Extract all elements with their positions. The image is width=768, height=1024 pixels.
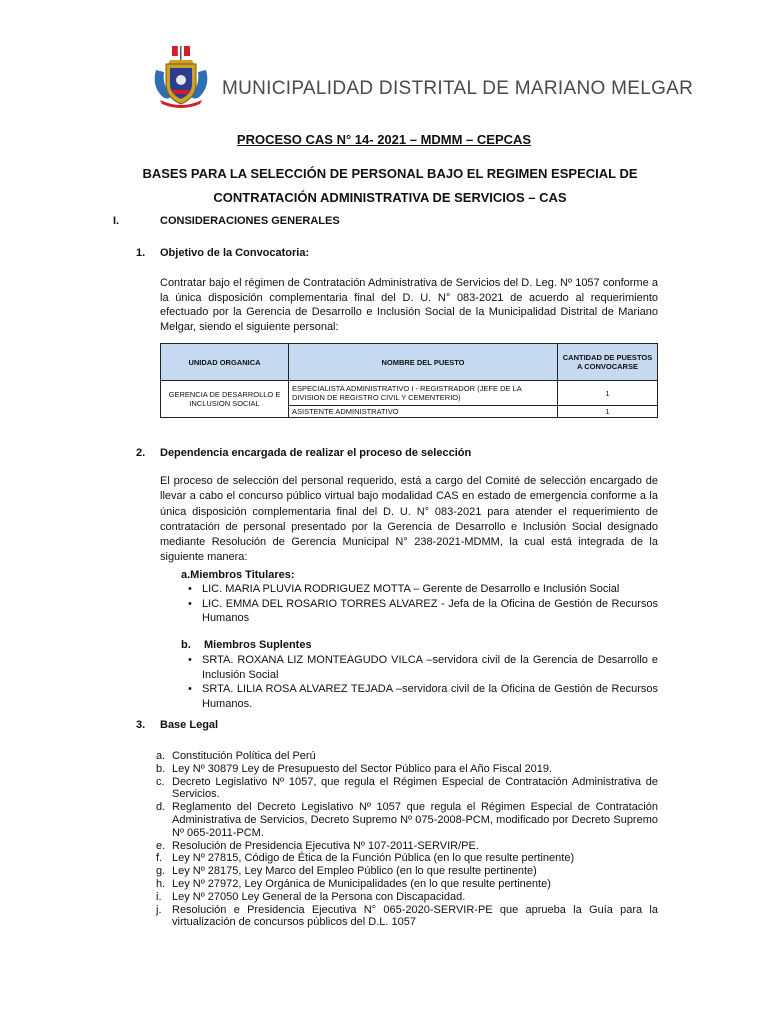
- list-item: [188, 682, 658, 711]
- header-unit: UNIDAD ORGANICA: [161, 344, 289, 381]
- list-item-text: Constitución Política del Perú: [172, 750, 316, 762]
- table-row: [161, 381, 658, 406]
- table-cell-quantity: 1: [558, 406, 658, 418]
- list-letter: a.: [156, 750, 166, 762]
- municipal-crest-logo: [152, 46, 210, 108]
- suplentes-title: Miembros Suplentes: [204, 639, 312, 651]
- list-item: [156, 840, 658, 853]
- titulares-title: a.Miembros Titulares:: [181, 569, 295, 581]
- list-item: [188, 582, 658, 597]
- list-item: [156, 763, 658, 776]
- list-item-text: Decreto Legislativo Nº 1057, que regula el Régimen Especial de Contratación Administrativa de Servicios.: [172, 775, 658, 801]
- list-item-text: Ley Nº 30879 Ley de Presupuesto del Sector Público para el Año Fiscal 2019.: [172, 762, 553, 775]
- list-letter: e.: [156, 839, 166, 852]
- list-letter: b.: [156, 762, 166, 775]
- section-number: I.: [113, 215, 120, 227]
- list-item-text: Resolución e Presidencia Ejecutiva N° 065-2020-SERVIR-PE que aprueba la Guía para la virtualización de concursos públicos del D.L. 1057: [172, 903, 658, 929]
- header-position: NOMBRE DEL PUESTO: [289, 344, 558, 381]
- list-letter: c.: [156, 775, 165, 788]
- bases-title-line-2: CONTRATACIÓN ADMINISTRATIVA DE SERVICIOS – CAS: [213, 190, 567, 205]
- list-letter: f.: [156, 852, 163, 865]
- bases-title-line-1: BASES PARA LA SELECCIÓN DE PERSONAL BAJO EL REGIMEN ESPECIAL DE: [142, 166, 638, 181]
- list-item: [156, 801, 658, 839]
- list-item-text: Ley Nº 28175, Ley Marco del Empleo Público (en lo que resulte pertinente): [172, 865, 537, 878]
- item1-paragraph: Contratar bajo el régimen de Contratación Administrativa de Servicios del D. Leg. Nº 1057 conforme a la única disposición complementaria final del D. U. N° 083-2021 de acuerdo al requerimiento efectuado por la Gerencia de Desarrollo e Inclusión Social de la Municipalidad Distrital de Mariano Melgar, siendo el siguiente personal:: [160, 277, 658, 333]
- legal-basis-list: [156, 750, 658, 929]
- list-letter: h.: [156, 877, 166, 890]
- section-title: CONSIDERACIONES GENERALES: [160, 215, 340, 227]
- positions-table: [160, 343, 658, 418]
- item1-number: 1.: [136, 247, 146, 259]
- table-header-row: [161, 344, 658, 381]
- list-letter: g.: [156, 865, 166, 878]
- item2-paragraph: El proceso de selección del personal requerido, está a cargo del Comité de selección encargado de llevar a cabo el concurso público virtual bajo modalidad CAS en estado de emergencia conforme a la única disposición complementaria final del D. U. N° 083-2021 para atender el requerimiento de contratación de personal presentado por la Gerencia de Desarrollo e Inclusión Social designado mediante Resolución de Gerencia Municipal N° 238-2021-MDMM, la cual está integrada de la siguiente manera:: [160, 475, 658, 564]
- process-title: PROCESO CAS N° 14- 2021 – MDMM – CEPCAS: [236, 132, 532, 147]
- suplentes-label: b.: [181, 639, 191, 651]
- list-letter: i.: [156, 890, 162, 903]
- bullet: •: [188, 654, 192, 666]
- list-item-text: LIC. MARIA PLUVIA RODRIGUEZ MOTTA – Gerente de Desarrollo e Inclusión Social: [202, 583, 620, 595]
- list-item: [156, 750, 658, 763]
- table-cell-position: ESPECIALISTA ADMINISTRATIVO I - REGISTRADOR (JEFE DE LA DIVISION DE REGISTRO CIVIL Y CEMENTERIO): [289, 381, 558, 406]
- list-item: [156, 865, 658, 878]
- list-item-text: Ley Nº 27050 Ley General de la Persona con Discapacidad.: [172, 890, 466, 903]
- bases-title: [130, 162, 650, 210]
- table-cell-quantity: 1: [558, 381, 658, 406]
- list-item-text: Resolución de Presidencia Ejecutiva Nº 107-2011-SERVIR/PE.: [172, 839, 479, 852]
- item2-title: Dependencia encargada de realizar el proceso de selección: [160, 447, 472, 459]
- header-quantity: CANTIDAD DE PUESTOS A CONVOCARSE: [558, 344, 658, 381]
- list-item: [156, 904, 658, 930]
- item3-number: 3.: [136, 719, 146, 731]
- bullet: •: [188, 683, 192, 695]
- table-cell-position: ASISTENTE ADMINISTRATIVO: [289, 406, 558, 418]
- item1-title: Objetivo de la Convocatoria:: [160, 247, 310, 259]
- bullet: •: [188, 597, 192, 610]
- list-item-text: LIC. EMMA DEL ROSARIO TORRES ALVAREZ - Jefa de la Oficina de Gestión de Recursos Humanos: [202, 597, 658, 624]
- list-item: [188, 597, 658, 626]
- list-item: [156, 852, 658, 865]
- item3-title: Base Legal: [160, 719, 219, 731]
- bullet: •: [188, 583, 192, 595]
- list-item: [156, 891, 658, 904]
- list-item: [188, 653, 658, 682]
- list-item: [156, 776, 658, 802]
- list-item-text: SRTA. LILIA ROSA ALVAREZ TEJADA –servidora civil de la Oficina de Gestión de Recursos Humanos.: [202, 683, 658, 710]
- list-item-text: Ley Nº 27972, Ley Orgánica de Municipalidades (en lo que resulte pertinente): [172, 877, 551, 890]
- list-item-text: SRTA. ROXANA LIZ MONTEAGUDO VILCA –servidora civil de la Gerencia de Desarrollo e Inclusión Social: [202, 654, 658, 681]
- list-letter: j.: [156, 903, 162, 916]
- municipality-title: MUNICIPALIDAD DISTRITAL DE MARIANO MELGAR: [222, 78, 694, 99]
- suplentes-list: [188, 653, 658, 711]
- list-item-text: Reglamento del Decreto Legislativo Nº 1057 que regula el Régimen Especial de Contratación Administrativa de Servicios, Decreto Supremo Nº 075-2008-PCM, modificado por Decreto Supremo Nº 065-2011-PCM.: [172, 801, 658, 839]
- list-letter: d.: [156, 801, 166, 814]
- item2-number: 2.: [136, 447, 146, 459]
- titulares-list: [188, 582, 658, 626]
- list-item: [156, 878, 658, 891]
- table-cell-unit: GERENCIA DE DESARROLLO E INCLUSION SOCIAL: [161, 381, 289, 418]
- list-item-text: Ley Nº 27815, Código de Ética de la Función Pública (en lo que resulte pertinente): [172, 852, 575, 865]
